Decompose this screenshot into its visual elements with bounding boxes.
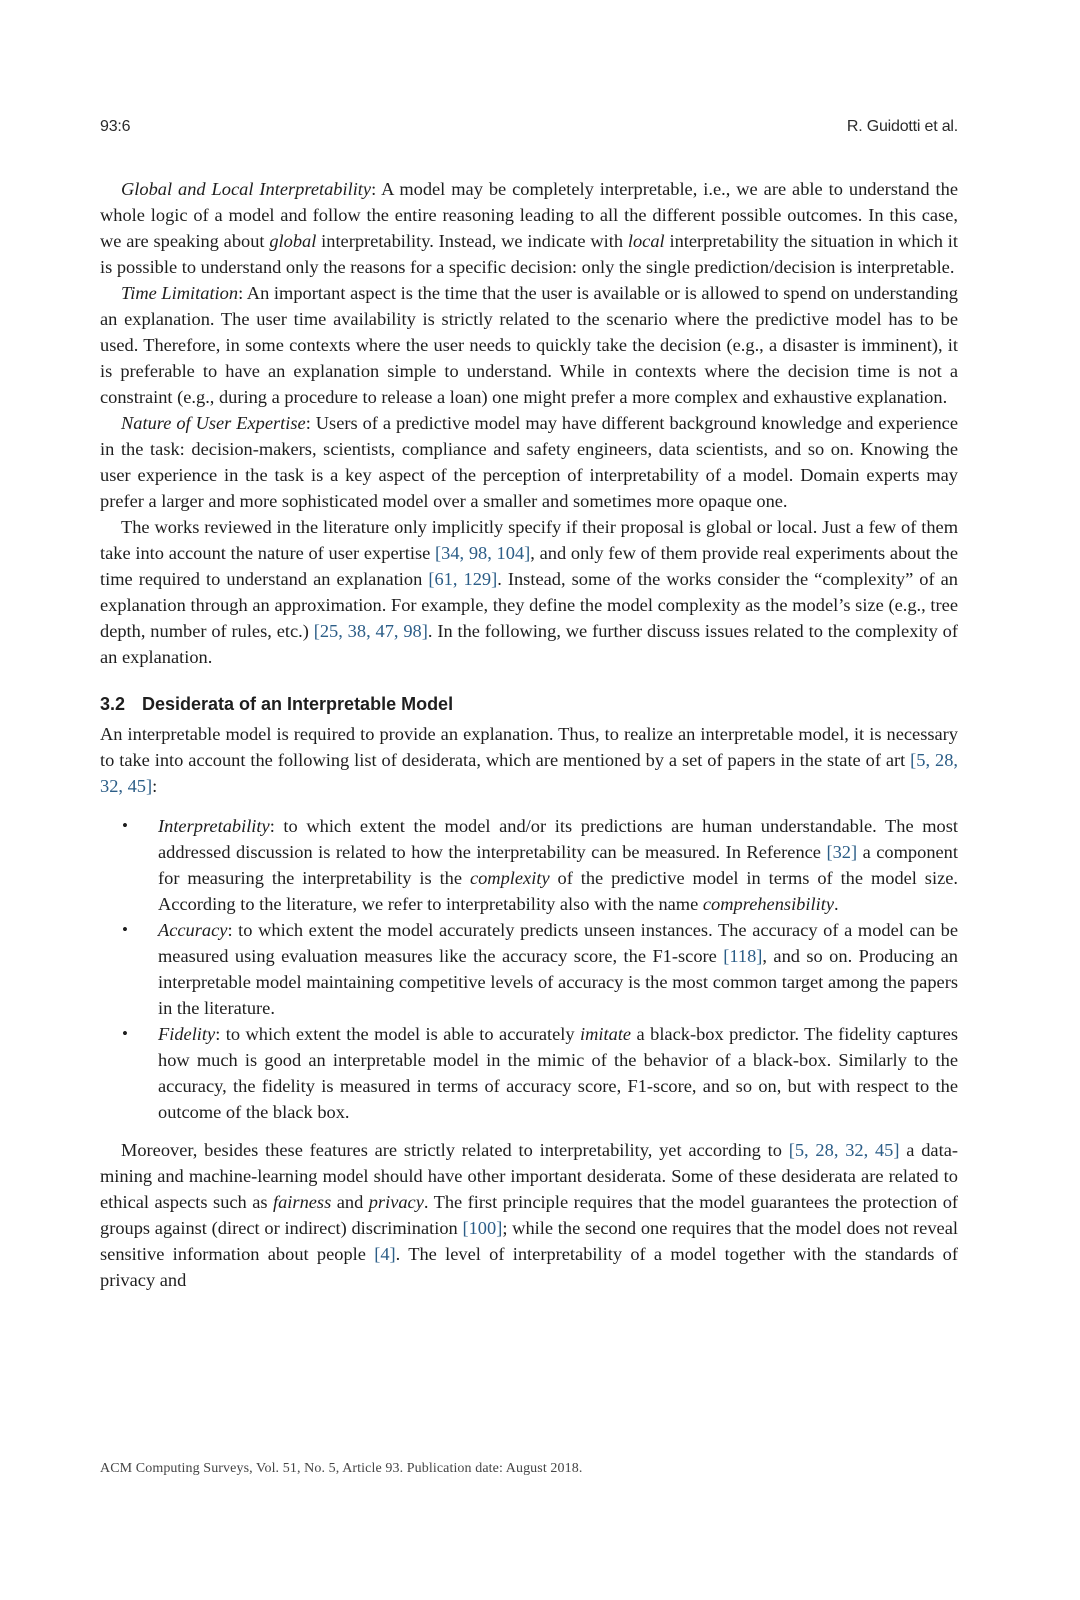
paragraph-user-expertise: Nature of User Expertise: Users of a predictive model may have different background knowledge and experience in the task: decision-makers, scientists, compliance and safety engineers, data scientists, and so on. Knowing the user experience in the task is a key aspect of the perception of interpretability of a model. Domain experts may prefer a larger and more sophisticated model over a smaller and sometimes more opaque one. [100, 413, 958, 511]
list-item-accuracy: • Accuracy: to which extent the model accurately predicts unseen instances. The accuracy of a model can be measured using evaluation measures like the accuracy score, the F1-score [118], and so on. Producing an interpretable model maintaining competitive levels of accuracy is the most common target among the papers in the literature. [158, 917, 958, 1021]
section-title: Desiderata of an Interpretable Model [142, 694, 454, 714]
citation-link[interactable]: [100] [462, 1218, 503, 1238]
section-number: 3.2 [100, 694, 126, 714]
page-number: 93:6 [100, 118, 131, 135]
list-term: Interpretability [158, 816, 270, 836]
citation-link[interactable]: [5, 28, 32, 45] [100, 750, 958, 796]
paragraph-desiderata-intro: An interpretable model is required to provide an explanation. Thus, to realize an interpretable model, it is necessary to take into account the following list of desiderata, which are mentioned by a set of papers in the state of art [5, 28, 32, 45]: [100, 724, 958, 796]
paragraph-time-limitation: Time Limitation: An important aspect is the time that the user is available or is allowed to spend on understanding an explanation. The user time availability is strictly related to the scenario where the predictive model has to be used. Therefore, in some contexts where the user needs to quickly take the decision (e.g., a disaster is imminent), it is preferable to have an explanation simple to understand. While in contexts where the decision time is not a constraint (e.g., during a procedure to release a loan) one might prefer a more complex and exhaustive explanation. [100, 283, 958, 407]
paragraph-title: Global and Local Interpretability [121, 179, 372, 199]
list-item-interpretability: • Interpretability: to which extent the model and/or its predictions are human understandable. The most addressed discussion is related to how the interpretability can be measured. In Reference [32] a component for measuring the interpretability is the complexity of the predictive model in terms of the model size. According to the literature, we refer to interpretability also with the name comprehensibility. [158, 813, 958, 917]
paragraph-title: Nature of User Expertise [121, 413, 306, 433]
list-term: Fidelity [158, 1024, 216, 1044]
citation-link[interactable]: [25, 38, 47, 98] [313, 621, 428, 641]
paragraph-moreover: Moreover, besides these features are strictly related to interpretability, yet according to [5, 28, 32, 45] a data-mining and machine-learning model should have other important desiderata. Some of these desiderata are related to ethical aspects such as fairness and privacy. The first principle requires that the model guarantees the protection of groups against (direct or indirect) discrimination [100]; while the second one requires that the model does not reveal sensitive information about people [4]. The level of interpretability of a model together with the standards of privacy and [100, 1140, 959, 1290]
citation-link[interactable]: [61, 129] [428, 569, 498, 589]
body-text [100, 176, 958, 1293]
paragraph-works-reviewed: The works reviewed in the literature only implicitly specify if their proposal is global or local. Just a few of them take into account the nature of user expertise [34, 98, 104], and only few of them provide real experiments about the time required to understand an explanation [61, 129]. Instead, some of the works consider the “complexity” of an explanation through an approximation. For example, they define the model complexity as the model’s size (e.g., tree depth, number of rules, etc.) [25, 38, 47, 98]. In the following, we further discuss issues related to the complexity of an explanation. [100, 517, 958, 667]
desiderata-list [100, 813, 958, 1125]
citation-link[interactable]: [118] [723, 946, 763, 966]
citation-link[interactable]: [5, 28, 32, 45] [788, 1140, 900, 1160]
section-heading [100, 692, 958, 716]
list-term: Accuracy [158, 920, 228, 940]
journal-footer: ACM Computing Surveys, Vol. 51, No. 5, Article 93. Publication date: August 2018. [100, 1461, 583, 1476]
paragraph-title: Time Limitation [121, 283, 239, 303]
citation-link[interactable]: [4] [374, 1244, 396, 1264]
author-header: R. Guidotti et al. [846, 118, 958, 135]
paragraph-global-local: Global and Local Interpretability: A model may be completely interpretable, i.e., we are able to understand the whole logic of a model and follow the entire reasoning leading to all the different possible outcomes. In this case, we are speaking about global interpretability. Instead, we indicate with local interpretability the situation in which it is possible to understand only the reasons for a specific decision: only the single prediction/decision is interpretable. [100, 179, 959, 277]
citation-link[interactable]: [34, 98, 104] [435, 543, 531, 563]
citation-link[interactable]: [32] [826, 842, 858, 862]
list-item-fidelity: • Fidelity: to which extent the model is able to accurately imitate a black-box predictor. The fidelity captures how much is good an interpretable model in the mimic of the behavior of a black-box. Similarly to the accuracy, the fidelity is measured in terms of accuracy score, F1-score, and so on, but with respect to the outcome of the black box. [158, 1021, 958, 1125]
